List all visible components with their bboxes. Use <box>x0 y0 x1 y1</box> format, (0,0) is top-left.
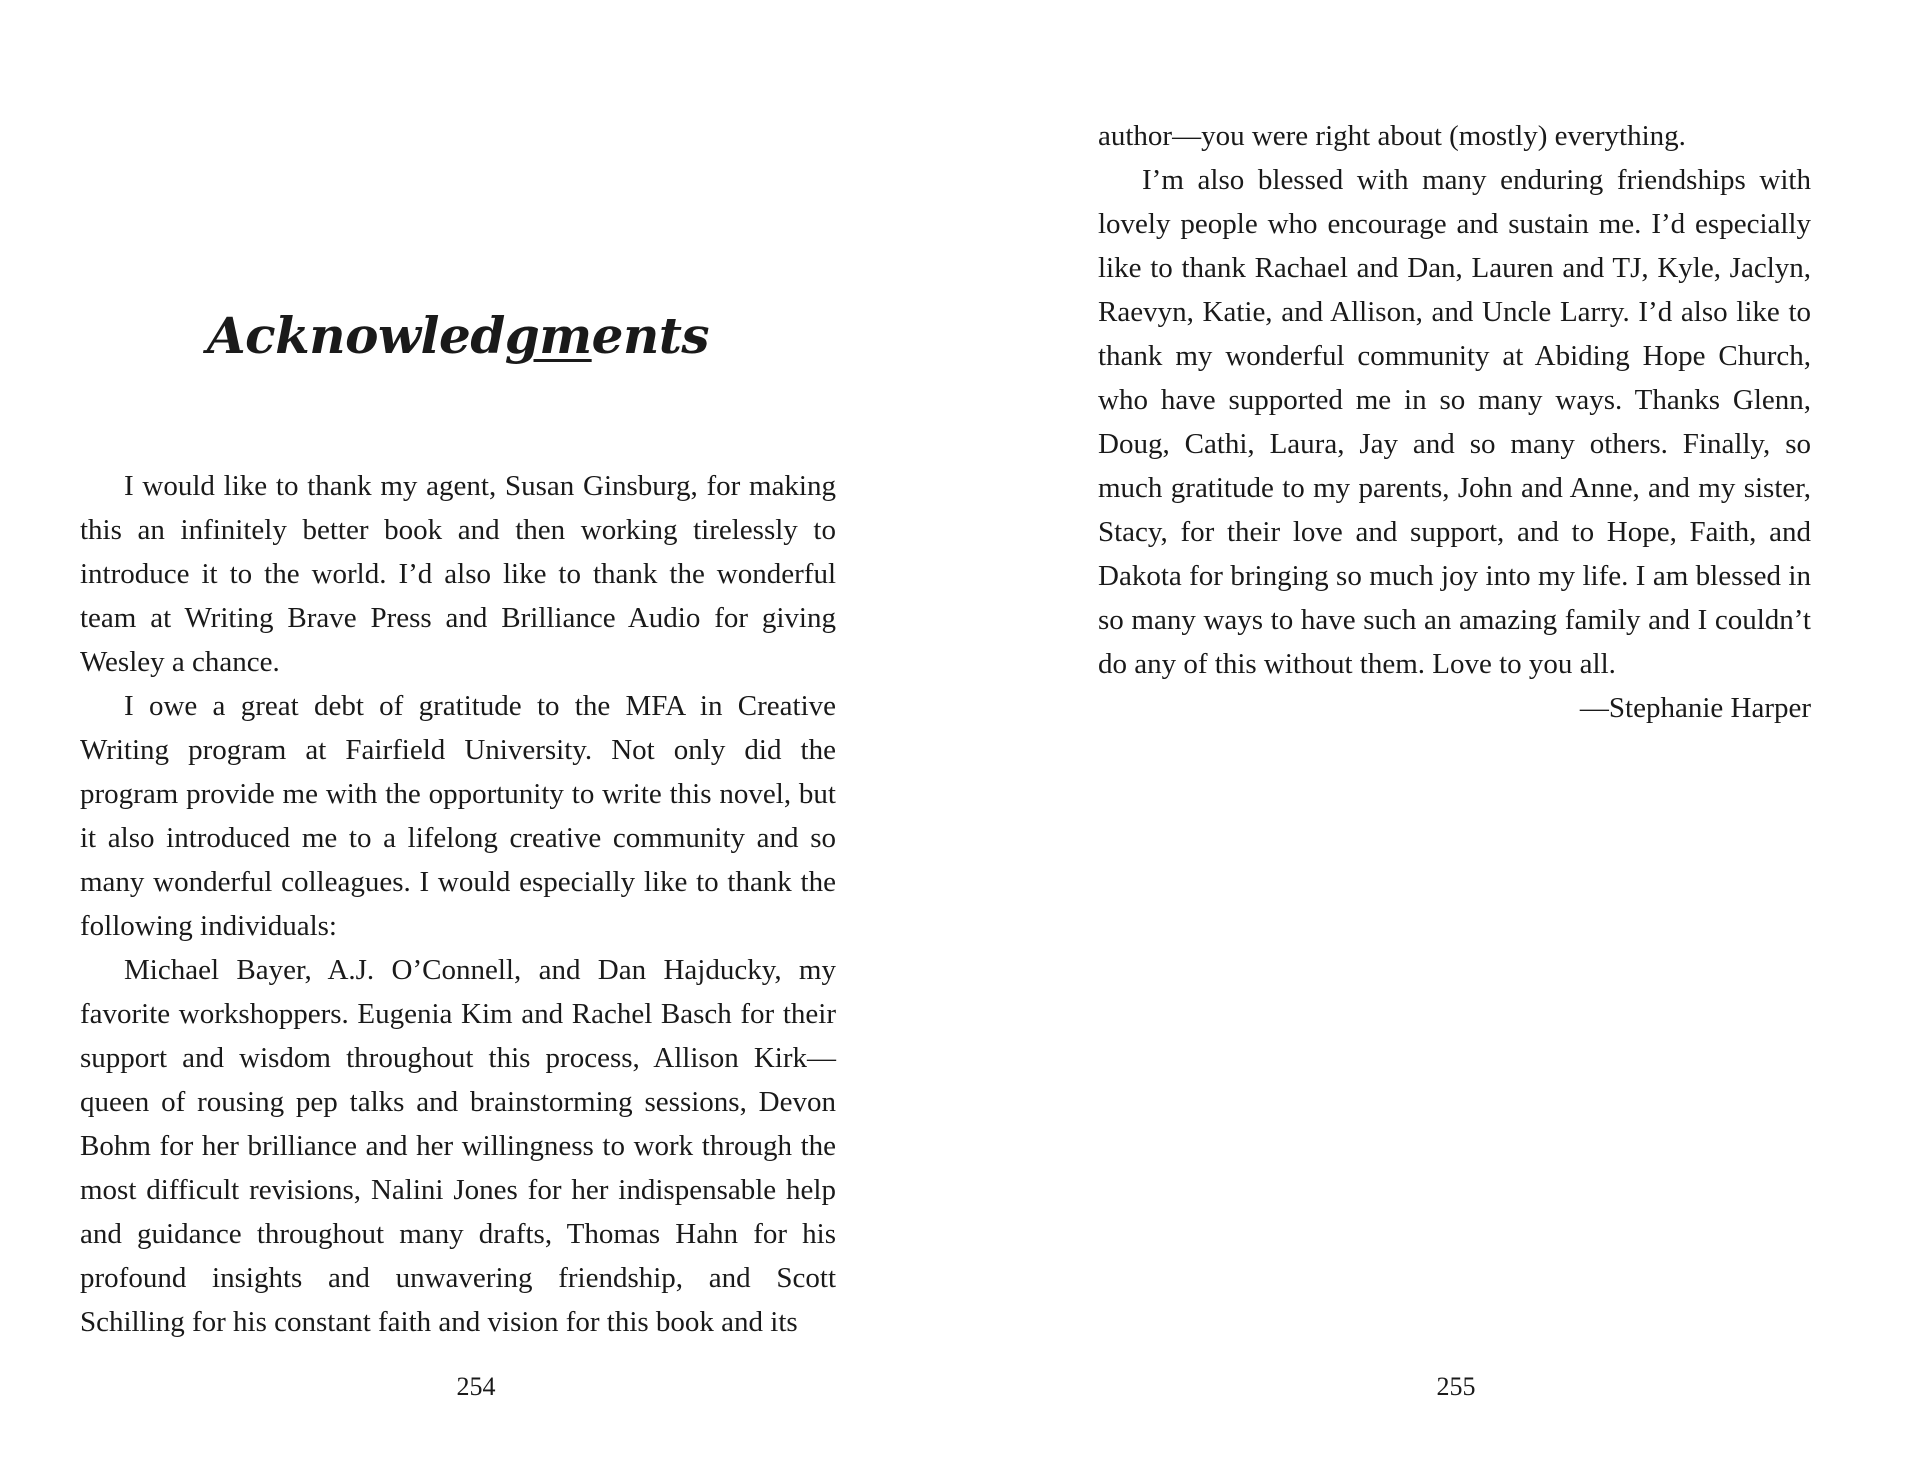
heading-part-underlined: gm <box>504 305 592 365</box>
signature: —Stephanie Harper <box>1579 692 1811 724</box>
paragraph: Michael Bayer, A.J. O’Connell, and Dan Hajducky, my favorite workshoppers. Eugenia Kim and Rachel Basch for their support and wisdom throughout this process, Allison Kirk—queen of rousing pep talks and brainstorming sessions, Devon Bohm for her brilliance and her willingness to work through the most difficult revisions, Nalini Jones for her indispensable help and guidance throughout many drafts, Thomas Hahn for his profound insights and unwavering friendship, and Scott Schilling for his constant faith and vision for this book and its <box>80 954 836 1338</box>
paragraph-continuation: author—you were right about (mostly) everything. <box>1098 120 1686 152</box>
heading-part-end: ents <box>591 305 710 365</box>
heading-part-start: Acknowled <box>206 305 505 365</box>
right-body-text <box>1098 114 1811 730</box>
paragraph: I’m also blessed with many enduring friendships with lovely people who encourage and sustain me. I’d especially like to thank Rachael and Dan, Lauren and TJ, Kyle, Jaclyn, Raevyn, Katie, and Allison, and Uncle Larry. I’d also like to thank my wonderful community at Abiding Hope Church, who have supported me in so many ways. Thanks Glenn, Doug, Cathi, Laura, Jay and so many others. Finally, so much gratitude to my parents, John and Anne, and my sister, Stacy, for their love and support, and to Hope, Faith, and Dakota for bringing so much joy into my life. I am blessed in so many ways to have such an amazing family and I couldn’t do any of this without them. Love to you all. <box>1098 164 1811 680</box>
page-number: 255 <box>1436 1372 1476 1401</box>
right-page <box>960 0 1920 1484</box>
page-heading <box>80 306 836 366</box>
left-body-text <box>80 464 836 1344</box>
page-number: 254 <box>456 1372 496 1401</box>
paragraph: I would like to thank my agent, Susan Ginsburg, for making this an infinitely better book and then working tirelessly to introduce it to the world. I’d also like to thank the wonderful team at Writing Brave Press and Brilliance Audio for giving Wesley a chance. <box>80 470 836 678</box>
paragraph: I owe a great debt of gratitude to the MFA in Creative Writing program at Fairfield University. Not only did the program provide me with the opportunity to write this novel, but it also introduced me to a lifelong creative community and so many wonderful colleagues. I would especially like to thank the following individuals: <box>80 690 836 942</box>
